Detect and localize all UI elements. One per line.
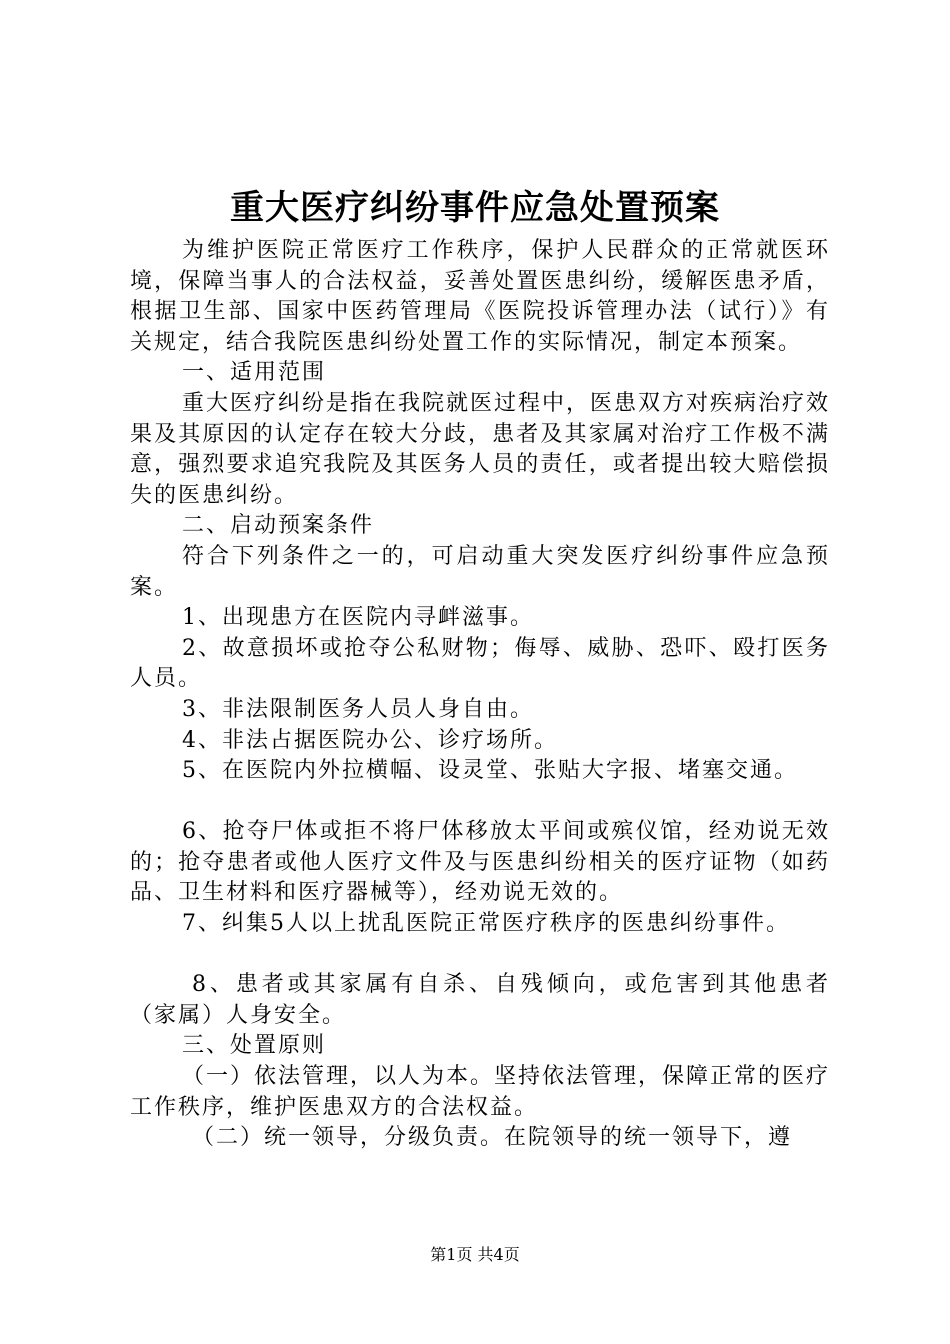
section-heading-principles: 三、处置原则 bbox=[182, 1033, 327, 1059]
condition-item-6: 6、抢夺尸体或拒不将尸体移放太平间或殡仪馆，经劝说无效的；抢夺患者或他人医疗文件及与医患纠纷相关的医疗证物（如药品、卫生材料和医疗器械等），经劝说无效的。 bbox=[130, 819, 830, 906]
section-heading-scope: 一、适用范围 bbox=[182, 360, 327, 386]
condition-item-5: 5、在医院内外拉横幅、设灵堂、张贴大字报、堵塞交通。 bbox=[182, 758, 798, 784]
conditions-paragraph: 符合下列条件之一的，可启动重大突发医疗纠纷事件应急预案。 bbox=[130, 543, 830, 600]
intro-paragraph: 为维护医院正常医疗工作秩序，保护人民群众的正常就医环境，保障当事人的合法权益，妥善处置医患纠纷，缓解医患矛盾，根据卫生部、国家中医药管理局《医院投诉管理办法（试行）》有关规定，结合我院医患纠纷处置工作的实际情况，制定本预案。 bbox=[130, 238, 830, 355]
principle-item-2: （二）统一领导，分级负责。在院领导的统一领导下，遵 bbox=[192, 1125, 793, 1151]
condition-item-8: 8、患者或其家属有自杀、自残倾向，或危害到其他患者（家属）人身安全。 bbox=[130, 972, 830, 1028]
condition-item-3: 3、非法限制医务人员人身自由。 bbox=[182, 696, 534, 722]
document-body bbox=[130, 236, 830, 1154]
page-footer: 第1页 共4页 bbox=[430, 1245, 520, 1264]
document-title: 重大医疗纠纷事件应急处置预案 bbox=[230, 188, 720, 228]
principle-item-1: （一）依法管理，以人为本。坚持依法管理，保障正常的医疗工作秩序，维护医患双方的合法权益。 bbox=[130, 1064, 831, 1120]
condition-item-1: 1、出现患方在医院内寻衅滋事。 bbox=[182, 605, 534, 631]
condition-item-7: 7、纠集5人以上扰乱医院正常医疗秩序的医患纠纷事件。 bbox=[182, 911, 790, 937]
section-heading-conditions: 二、启动预案条件 bbox=[182, 513, 375, 539]
condition-item-4: 4、非法占据医院办公、诊疗场所。 bbox=[182, 727, 558, 753]
scope-paragraph: 重大医疗纠纷是指在我院就医过程中，医患双方对疾病治疗效果及其原因的认定存在较大分歧，患者及其家属对治疗工作极不满意，强烈要求追究我院及其医务人员的责任，或者提出较大赔偿损失的医患纠纷。 bbox=[130, 390, 831, 508]
condition-item-2: 2、故意损坏或抢夺公私财物；侮辱、威胁、恐吓、殴打医务人员。 bbox=[130, 635, 830, 692]
